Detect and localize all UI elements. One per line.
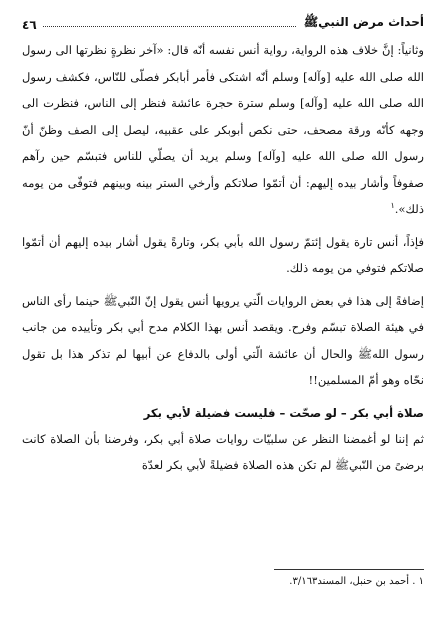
header-dotted-leader <box>43 26 296 27</box>
paragraph-2: فإذاً، أنس تارة يقول إئتمّ رسول الله بأبي بكر، وتارةً يقول أشار بيده إليهم أن أتمّوا صلاتكم فتوفي من يومه ذلك. <box>22 234 424 275</box>
body-text <box>22 37 424 485</box>
section-heading: صلاة أبي بكر – لو صحّت – فليست فضيلة لأبي بكر <box>143 405 424 420</box>
running-title: أحداث مرض النبيﷺ <box>303 15 424 29</box>
page-number: ٤٦ <box>22 18 37 32</box>
page-header <box>22 8 424 32</box>
paragraph-3: إضافةً إلى هذا في بعض الروايات الّتي يرويها أنس يقول إنّ النّبيﷺ حينما رأى الناس في هيئة الصلاة تبسّم وفرح. ويقصد أنس بهذا الكلام مدح أبي بكر وتأييده من جانب رسول اللهﷺ والحال أن عائشة الّتي أولى بالدفاع عن أبيها لم تذكر هذا بل تقول نحّاه وهو أمّ المسلمين!! <box>22 293 424 387</box>
paragraph-1-text: وثانياً: إنَّ خلاف هذه الرواية، رواية أنس نفسه أنّه قال: «آخر نظرةٍ نظرتها الى رسول الله صلى الله عليه [وآله] وسلم أنّه اشتكى فأمر أبابكر فصلّى للنّاس، فكشف رسول الله صلى الله عليه [وآله] وسلم سترة حجرة عائشة فنظر إلى الناس، فنظرت الى وجهه كأنّه ورقة مصحف، حتى نكص أبوبكر على عقبيه، ليصل إلى الصف وظنّ أنّ رسول الله صلى الله عليه [وآله] وسلم يريد أن يصلّي للناس فتبسّم حين رآهم صفوفاً وأشار بيده إليهم: أن أتمّوا صلاتكم وأرخي الستر بينه وبينهم فتوفّى من يومه ذلك». <box>22 43 424 216</box>
paragraph-1 <box>22 37 424 223</box>
footnote: ١ . أحمد بن حنبل، المسند٣/١٦٣. <box>289 576 424 587</box>
paragraph-4: ثم إننا لو أغمضنا النظر عن سلبيّات روايات صلاة أبي بكر، وفرضنا بأن الصلاة كانت برضىً من النّبيﷺ لم تكن هذه الصلاة فضيلةً لأبي بكر لعدّة <box>22 431 424 472</box>
footnote-separator <box>274 569 424 570</box>
footnote-marker: ١ <box>390 201 395 211</box>
